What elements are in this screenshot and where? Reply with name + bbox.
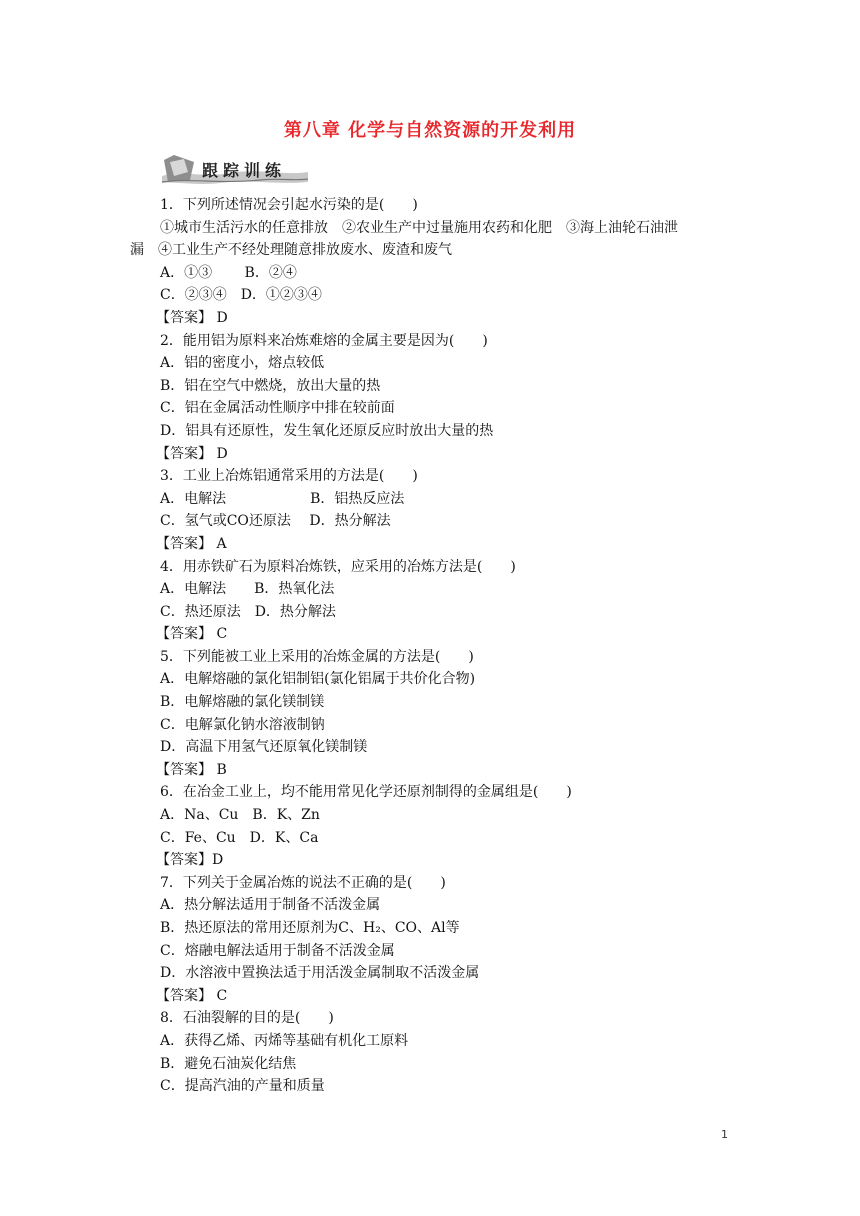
question-line: A．铝的密度小，熔点较低: [160, 355, 325, 372]
question-line: B．电解熔融的氯化镁制镁: [160, 694, 325, 711]
question-line: 4．用赤铁矿石为原料冶炼铁，应采用的冶炼方法是( ): [160, 558, 516, 575]
page-number: 1: [721, 1128, 728, 1141]
answer-line: 【答案】 D: [156, 445, 228, 462]
question-line: D．水溶液中置换法适于用活泼金属制取不活泼金属: [160, 965, 480, 982]
answer-line: 【答案】D: [156, 852, 224, 869]
question-line: 1．下列所述情况会引起水污染的是( ): [160, 197, 418, 213]
answer-line: 【答案】 D: [156, 309, 228, 326]
question-line: 7．下列关于金属冶炼的说法不正确的是( ): [160, 874, 446, 891]
question-line: 5．下列能被工业上采用的冶炼金属的方法是( ): [160, 648, 474, 665]
question-line: A．Na、Cu B．K、Zn: [160, 807, 320, 824]
answer-line: 【答案】 B: [156, 761, 227, 778]
question-line: C．Fe、Cu D．K、Ca: [160, 829, 319, 846]
question-line: C．氢气或CO还原法 D．热分解法: [160, 513, 391, 530]
answer-line: 【答案】 C: [156, 987, 228, 1004]
question-line: C．熔融电解法适用于制备不活泼金属: [160, 942, 395, 959]
question-line: A．热分解法适用于制备不活泼金属: [160, 897, 381, 914]
answer-line: 【答案】 C: [156, 626, 228, 643]
question-line: C．热还原法 D．热分解法: [160, 603, 336, 620]
question-line: 3．工业上冶炼铝通常采用的方法是( ): [160, 468, 418, 485]
question-line: 漏 ④工业生产不经处理随意排放废水、废渣和废气: [130, 242, 452, 259]
question-line: 8．石油裂解的目的是( ): [160, 1010, 334, 1027]
question-line: C．电解氯化钠水溶液制钠: [160, 716, 325, 733]
answer-line: 【答案】 A: [156, 535, 227, 552]
banner-label: 跟踪训练: [202, 161, 287, 180]
section-banner: [160, 152, 310, 186]
question-line: C．铝在金属活动性顺序中排在较前面: [160, 400, 395, 417]
question-line: B．铝在空气中燃烧，放出大量的热: [160, 377, 381, 394]
question-line: A．电解熔融的氯化铝制铝(氯化铝属于共价化合物): [160, 671, 476, 688]
question-line: A．①③ B．②④: [160, 264, 297, 281]
question-line: D．铝具有还原性，发生氧化还原反应时放出大量的热: [160, 422, 494, 439]
question-line: C．②③④ D．①②③④: [160, 287, 322, 304]
question-line: B．避免石油炭化结焦: [160, 1055, 297, 1072]
question-line: B．热还原法的常用还原剂为C、H₂、CO、Al等: [160, 920, 460, 936]
question-line: A．电解法 B．铝热反应法: [160, 490, 405, 507]
page-title: 第八章 化学与自然资源的开发利用: [283, 120, 577, 141]
question-line: C．提高汽油的产量和质量: [160, 1078, 325, 1095]
question-line: 2．能用铝为原料来冶炼难熔的金属主要是因为( ): [160, 332, 488, 349]
question-line: A．电解法 B．热氧化法: [160, 581, 335, 598]
question-line: ①城市生活污水的任意排放 ②农业生产中过量施用农药和化肥 ③海上油轮石油泄: [160, 219, 678, 236]
question-line: D．高温下用氢气还原氧化镁制镁: [160, 739, 368, 756]
question-line: 6．在冶金工业上，均不能用常见化学还原剂制得的金属组是( ): [160, 784, 572, 801]
question-list: [130, 194, 730, 1098]
question-line: A．获得乙烯、丙烯等基础有机化工原料: [160, 1032, 409, 1049]
